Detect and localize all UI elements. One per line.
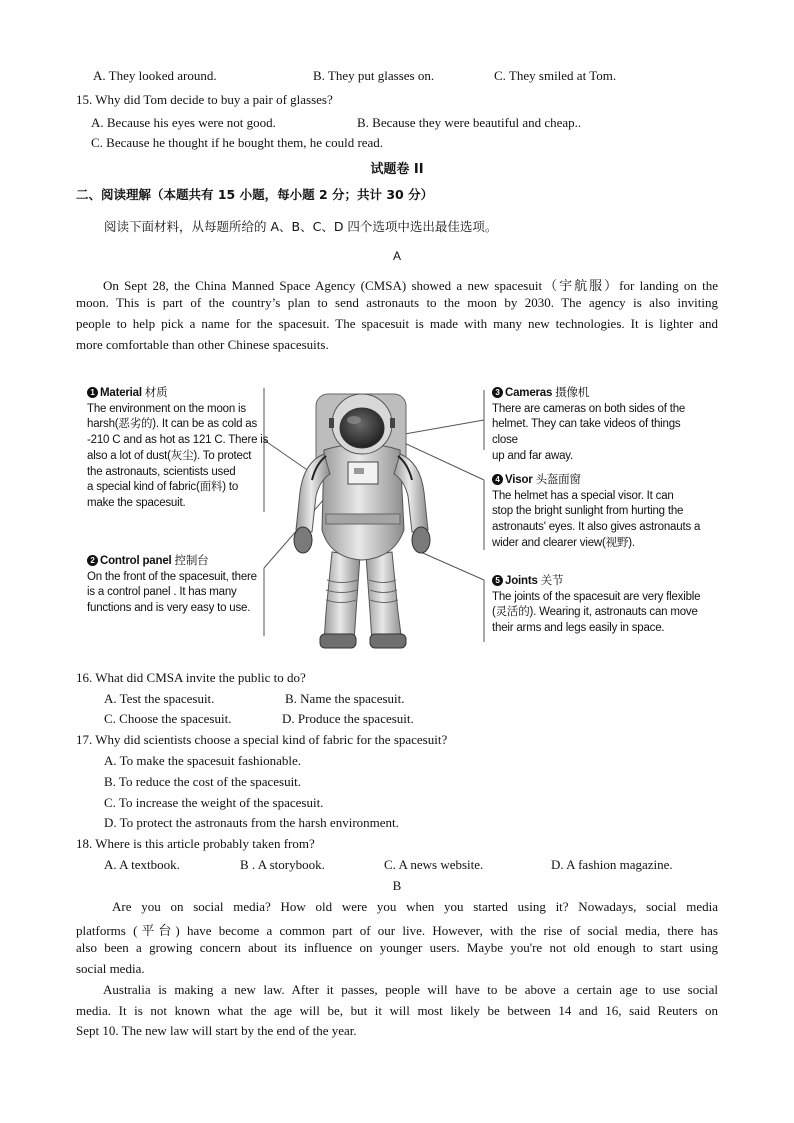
callout-title-cn: 头盔面窗 [535, 472, 581, 486]
callout-number: 5 [492, 575, 503, 586]
callout-title: Joints [505, 575, 538, 587]
callout-title: Visor [505, 474, 533, 486]
callout-title-cn: 关节 [540, 573, 564, 587]
q18-option-d: D. A fashion magazine. [551, 857, 673, 872]
instruction: 阅读下面材料，从每题所给的 A、B、C、D 四个选项中选出最佳选项。 [104, 219, 498, 234]
passage-a-line: more comfortable than other Chinese spacesuits. [76, 337, 329, 352]
callout-line: The environment on the moon is [87, 402, 246, 415]
callout-line: harsh(恶劣的). It can be as cold as [87, 418, 258, 431]
passage-b-label: B [392, 878, 402, 893]
passage-b-line: Australia is making a new law. After it passes, people will have to be above a certain age to use social [103, 982, 718, 997]
callout-line: make the spacesuit. [87, 496, 186, 509]
q17-option-d: D. To protect the astronauts from the harsh environment. [104, 815, 399, 830]
passage-b-line: also been a growing concern about its influence on younger users. Maybe you're not old enough to start using [76, 940, 718, 955]
q16-question: 16. What did CMSA invite the public to do? [76, 670, 306, 685]
callout-line: The helmet has a special visor. It can [492, 489, 674, 502]
callout-line: also a lot of dust(灰尘). To protect [87, 449, 252, 462]
callout-number: 1 [87, 387, 98, 398]
passage-b-line: Are you on social media? How old were you when you started using it? Nowadays, social media [112, 899, 718, 914]
passage-b-line: media. It is not known what the age will be, but it will most likely be between 14 and 16, said Reuters on [76, 1003, 718, 1018]
passage-a-line: On Sept 28, the China Manned Space Agency (CMSA) showed a new spacesuit（宇航服）for landing on the [103, 278, 718, 293]
callout-number: 3 [492, 387, 503, 398]
callout-title: Cameras [505, 387, 553, 399]
callout-number: 4 [492, 474, 503, 485]
q15-option-c: C. Because he thought if he bought them, he could read. [91, 135, 384, 150]
q17-option-b: B. To reduce the cost of the spacesuit. [104, 774, 302, 789]
spacesuit-figure [86, 380, 706, 652]
callout-line: helmet. They can take videos of things close [492, 418, 681, 447]
callout-line: -210 C and as hot as 121 C. There is [87, 434, 269, 447]
passage-a-line: people to help pick a name for the spacesuit. The spacesuit is made with many new technologies. It is lighter and [76, 316, 718, 331]
callout-title: Material [100, 387, 142, 399]
callout-line: There are cameras on both sides of the [492, 402, 686, 415]
q14-option-c: C. They smiled at Tom. [494, 68, 617, 83]
callout-number: 2 [87, 555, 98, 566]
callout-line: functions and is very easy to use. [87, 602, 251, 615]
part-heading: 二、阅读理解（本题共有 15 小题，每小题 2 分；共计 30 分） [76, 187, 434, 202]
callout-line: The joints of the spacesuit are very flexible [492, 590, 701, 603]
section-title: 试题卷 II [370, 162, 424, 177]
callout-title: Control panel [100, 555, 172, 567]
callout-title-cn: 摄像机 [555, 385, 590, 399]
q15-option-b: B. Because they were beautiful and cheap.. [357, 115, 582, 130]
callout-material [87, 385, 268, 512]
q17-option-a: A. To make the spacesuit fashionable. [104, 753, 302, 768]
callout-line: (灵活的). Wearing it, astronauts can move [492, 606, 698, 619]
q14-option-a: A. They looked around. [93, 68, 217, 83]
callout-cameras [492, 385, 706, 465]
callout-line: astronauts' eyes. It also gives astronauts a [492, 521, 701, 534]
q16-option-d: D. Produce the spacesuit. [282, 711, 414, 726]
q15-question: 15. Why did Tom decide to buy a pair of glasses? [76, 92, 333, 107]
q14-option-b: B. They put glasses on. [313, 68, 435, 83]
passage-b-line: social media. [76, 961, 145, 976]
callout-line: the astronauts, scientists used [87, 465, 236, 478]
passage-a-label: A [392, 249, 401, 263]
callout-title-cn: 控制台 [174, 553, 209, 567]
callout-title-cn: 材质 [144, 385, 168, 399]
q15-option-a: A. Because his eyes were not good. [91, 115, 276, 130]
callout-line: On the front of the spacesuit, there [87, 570, 257, 583]
callout-line: a special kind of fabric(面料) to [87, 481, 239, 494]
q17-option-c: C. To increase the weight of the spacesuit. [104, 795, 324, 810]
callout-visor [492, 472, 700, 552]
callout-control-panel [87, 553, 257, 617]
q17-question: 17. Why did scientists choose a special kind of fabric for the spacesuit? [76, 732, 448, 747]
callout-line: wider and clearer view(视野). [492, 536, 635, 549]
q16-option-a: A. Test the spacesuit. [104, 691, 215, 706]
callout-joints [492, 573, 700, 637]
passage-a-line: moon. This is part of the country’s plan to send astronauts to the moon by 2030. The agency is also inviting [76, 295, 718, 310]
q18-question: 18. Where is this article probably taken from? [76, 836, 315, 851]
q16-option-b: B. Name the spacesuit. [285, 691, 405, 706]
callout-line: stop the bright sunlight from hurting the [492, 505, 684, 518]
q18-option-a: A. A textbook. [104, 857, 180, 872]
q18-option-b: B . A storybook. [240, 857, 325, 872]
q16-option-c: C. Choose the spacesuit. [104, 711, 232, 726]
passage-b-line: Sept 10. The new law will start by the end of the year. [76, 1023, 357, 1038]
passage-b-line: platforms (平台) have become a common part of our live. However, with the rise of social media, there has [76, 923, 718, 938]
q18-option-c: C. A news website. [384, 857, 484, 872]
callout-line: up and far away. [492, 449, 573, 462]
callout-line: their arms and legs easily in space. [492, 622, 665, 635]
callout-line: is a control panel . It has many [87, 586, 237, 599]
